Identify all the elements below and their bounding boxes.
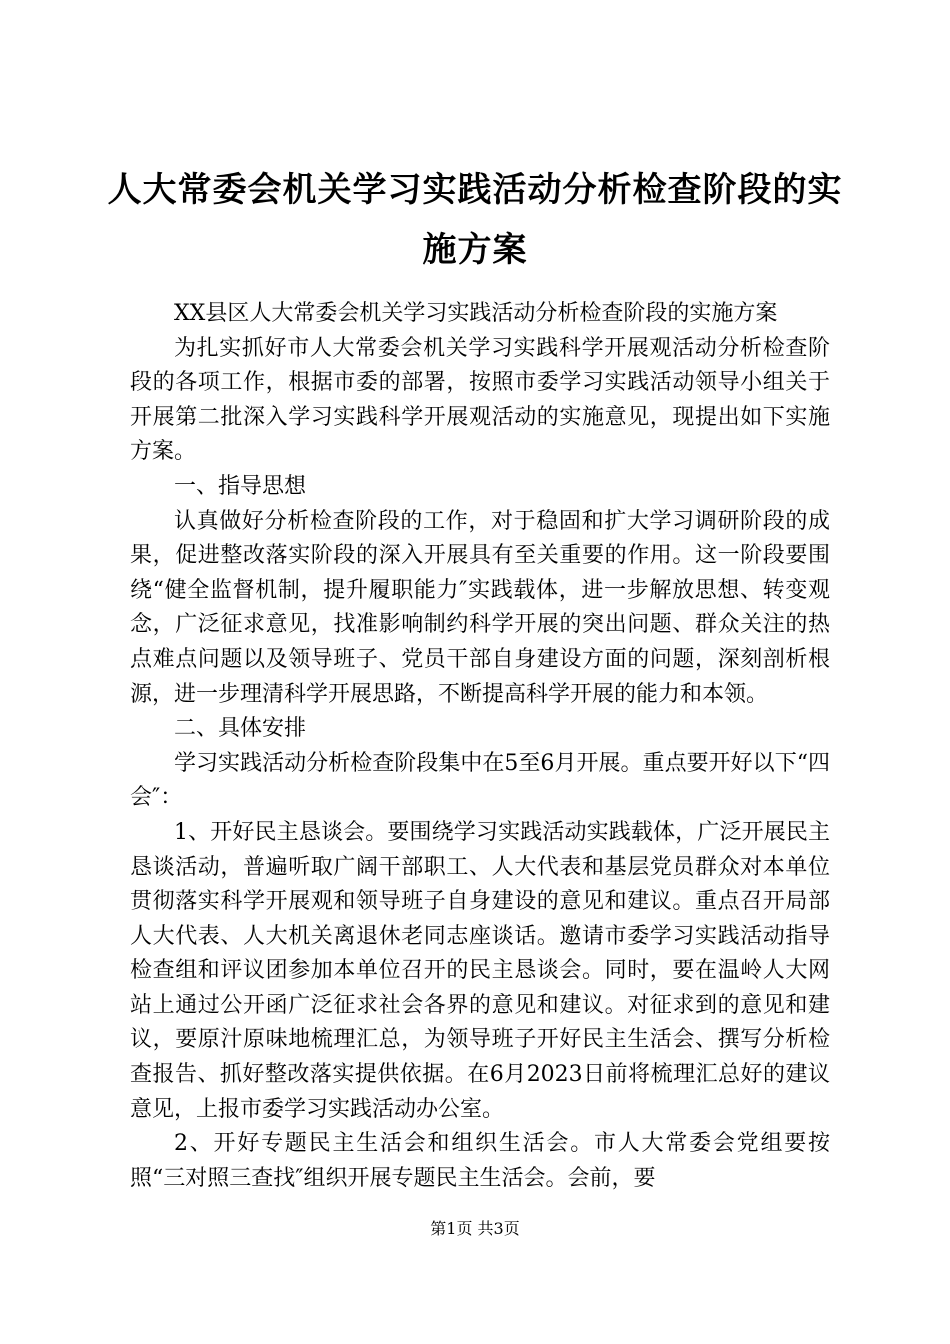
paragraph-item-2: 2、开好专题民主生活会和组织生活会。市人大常委会党组要按照“三对照三查找″组织开展专题民主生活会。会前，要 [130, 1131, 830, 1191]
paragraph-arrangements-intro: 学习实践活动分析检查阶段集中在5至6月开展。重点要开好以下“四会″： [130, 750, 830, 811]
section-heading-arrangements: 二、具体安排 [174, 716, 307, 742]
document-title: 人大常委会机关学习实践活动分析检查阶段的实施方案 [107, 170, 843, 270]
paragraph-subtitle: XX县区人大常委会机关学习实践活动分析检查阶段的实施方案 [174, 301, 778, 326]
page-indicator: 第1页 共3页 [430, 1219, 520, 1238]
paragraph-intro: 为扎实抓好市人大常委会机关学习实践科学开展观活动分析检查阶段的各项工作，根据市委的部署，按照市委学习实践活动领导小组关于开展第二批深入学习实践科学开展观活动的实施意见，现提出如下实施方案。 [130, 335, 830, 465]
section-heading-guiding-ideology: 一、指导思想 [174, 473, 307, 499]
paragraph-item-1: 1、开好民主恳谈会。要围绕学习实践活动实践载体，广泛开展民主恳谈活动，普遍听取广阔干部职工、人大代表和基层党员群众对本单位贯彻落实科学开展观和领导班子自身建设的意见和建议。重点召开局部人大代表、人大机关离退休老同志座谈话。邀请市委学习实践活动指导检查组和评议团参加本单位召开的民主恳谈会。同时，要在温岭人大网站上通过公开函广泛征求社会各界的意见和建议。对征求到的意见和建议，要原汁原味地梳理汇总，为领导班子开好民主生活会、撰写分析检查报告、抓好整改落实提供依据。在6月2023日前将梳理汇总好的建议意见，上报市委学习实践活动办公室。 [130, 819, 830, 1122]
paragraph-guiding-ideology: 认真做好分析检查阶段的工作，对于稳固和扩大学习调研阶段的成果，促进整改落实阶段的深入开展具有至关重要的作用。这一阶段要围绕“健全监督机制，提升履职能力″实践载体，进一步解放思想、转变观念，广泛征求意见，找准影响制约科学开展的突出问题、群众关注的热点难点问题以及领导班子、党员干部自身建设方面的问题，深刻剖析根源，进一步理清科学开展思路，不断提高科学开展的能力和本领。 [130, 508, 830, 707]
document-body [130, 297, 830, 1196]
